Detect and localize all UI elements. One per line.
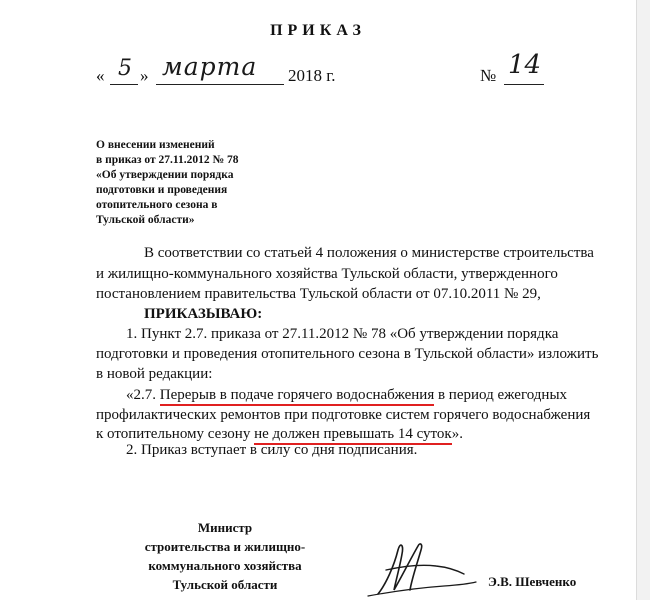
day-field — [110, 56, 138, 85]
month-handwritten: марта — [162, 52, 258, 81]
quote-line-1 — [96, 385, 646, 405]
signatory-title-line: строительства и жилищно- — [144, 539, 306, 554]
quote-suffix: в период ежегодных — [434, 387, 568, 403]
number-field — [504, 50, 544, 85]
date-number-row — [96, 50, 616, 92]
subject-line: О внесении изменений — [96, 139, 215, 151]
page-edge — [636, 0, 650, 600]
signatory-title — [120, 518, 330, 594]
subject-line: в приказ от 27.11.2012 № 78 — [96, 154, 239, 166]
quote-prefix: «2.7. — [126, 387, 160, 403]
item1-line: подготовки и проведения отопительного сезона в Тульской области» изложить — [96, 346, 599, 362]
signatory-title-line: коммунального хозяйства — [148, 558, 302, 573]
number-label: № — [480, 66, 497, 85]
item1-line: 1. Пункт 2.7. приказа от 27.11.2012 № 78 «Об утверждении порядка — [126, 326, 559, 342]
subject-block — [96, 138, 356, 228]
orders-heading: ПРИКАЗЫВАЮ: — [144, 306, 263, 322]
month-field — [156, 52, 284, 85]
quote-line-2: профилактических ремонтов при подготовке систем горячего водоснабжения — [96, 407, 591, 423]
preamble-line: постановлением правительства Тульской области от 07.10.2011 № 29, — [96, 286, 541, 302]
highlighted-phrase-limit: не должен превышать 14 суток — [254, 426, 452, 445]
handwritten-signature — [360, 536, 480, 600]
subject-line: «Об утверждении порядка — [96, 169, 234, 181]
item2-line: 2. Приказ вступает в силу со дня подписания. — [126, 442, 418, 458]
subject-line: подготовки и проведения — [96, 184, 228, 196]
document-title: ПРИКАЗ — [270, 22, 366, 39]
year-text: 2018 г. — [288, 66, 336, 85]
highlighted-phrase-interruption: Перерыв в подаче горячего водоснабжения — [160, 387, 434, 406]
number-handwritten: 14 — [508, 50, 542, 80]
subject-line: Тульской области» — [96, 214, 195, 226]
preamble-line: В соответствии со статьей 4 положения о министерстве строительства — [144, 245, 594, 261]
signatory-name: Э.В. Шевченко — [488, 574, 577, 589]
date-quote-open: « — [96, 66, 105, 85]
signatory-title-line: Министр — [197, 520, 253, 535]
day-handwritten: 5 — [118, 56, 132, 81]
subject-line: отопительного сезона в — [96, 199, 218, 211]
date-quote-close: » — [140, 66, 149, 85]
quote-prefix: к отопительному сезону — [96, 426, 255, 442]
signatory-title-line: Тульской области — [172, 577, 278, 592]
preamble-line: и жилищно-коммунального хозяйства Тульской области, утвержденного — [96, 266, 558, 282]
quote-suffix: ». — [451, 426, 463, 442]
item1-line: в новой редакции: — [96, 366, 213, 382]
